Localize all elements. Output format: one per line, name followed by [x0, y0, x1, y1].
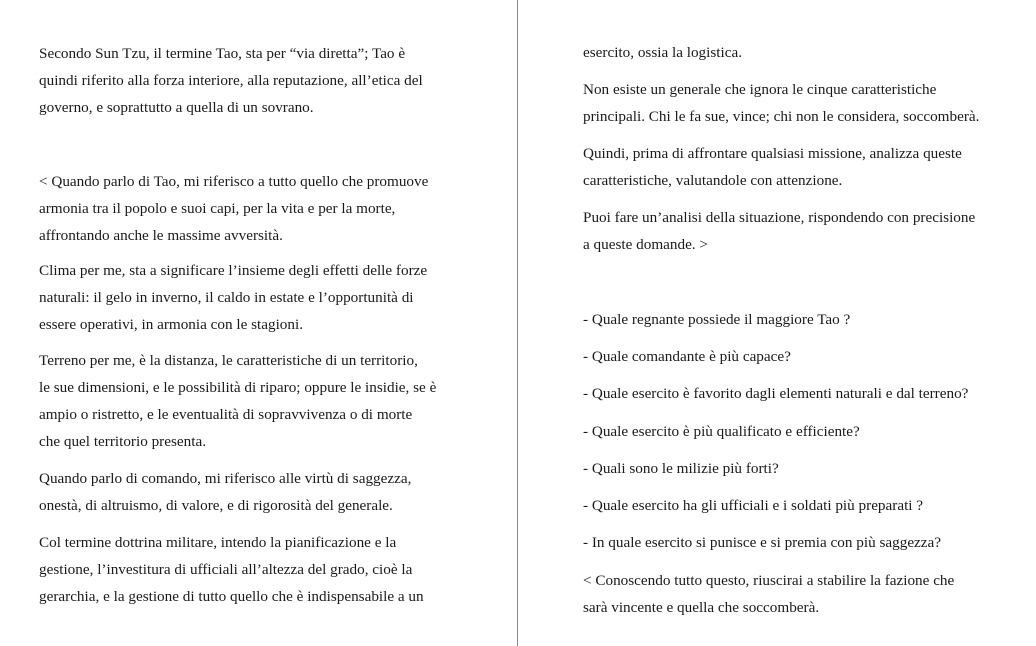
text-line: le sue dimensioni, e le possibilità di riparo; oppure le insidie, se è — [39, 379, 437, 396]
text-line: affrontando anche le massime avversità. — [39, 227, 283, 244]
text-line: principali. Chi le fa sue, vince; chi non le considera, soccomberà. — [583, 108, 980, 125]
text-line: gerarchia, e la gestione di tutto quello che è indispensabile a un — [39, 588, 424, 605]
text-line: < Quando parlo di Tao, mi riferisco a tutto quello che promuove — [39, 173, 429, 190]
text-line: naturali: il gelo in inverno, il caldo in estate e l’opportunità di — [39, 289, 414, 306]
text-line: quindi riferito alla forza interiore, alla reputazione, all’etica del — [39, 72, 423, 89]
text-line: ampio o ristretto, e le eventualità di sopravvivenza o di morte — [39, 406, 413, 423]
text-line: Quando parlo di comando, mi riferisco alle virtù di saggezza, — [39, 470, 412, 487]
paragraph-comando — [39, 465, 411, 519]
text-line: onestà, di altruismo, di valore, e di rigorosità del generale. — [39, 497, 393, 514]
question-item — [583, 380, 968, 407]
paragraph-tao-quote — [39, 168, 428, 249]
paragraph-logistica — [583, 39, 742, 66]
text-line: Terreno per me, è la distanza, le caratteristiche di un territorio, — [39, 352, 418, 369]
text-line: Col termine dottrina militare, intendo la pianificazione e la — [39, 534, 397, 551]
text-line: - Quale regnante possiede il maggiore Tao ? — [583, 311, 851, 328]
text-line: Quindi, prima di affrontare qualsiasi missione, analizza queste — [583, 145, 962, 162]
text-line: Non esiste un generale che ignora le cinque caratteristiche — [583, 81, 937, 98]
text-line: - In quale esercito si punisce e si premia con più saggezza? — [583, 534, 942, 551]
text-line: a queste domande. > — [583, 236, 708, 253]
question-item — [583, 492, 923, 519]
paragraph-domande-intro — [583, 204, 975, 258]
text-line: essere operativi, in armonia con le stagioni. — [39, 316, 304, 333]
question-item — [583, 306, 850, 333]
text-line: governo, e soprattutto a quella di un sovrano. — [39, 99, 314, 116]
text-line: < Conoscendo tutto questo, riuscirai a stabilire la fazione che — [583, 572, 955, 589]
text-line: sarà vincente e quella che soccomberà. — [583, 599, 820, 616]
paragraph-conclusione — [583, 567, 954, 621]
page-divider — [517, 0, 518, 646]
text-line: che quel territorio presenta. — [39, 433, 206, 450]
text-line: - Quali sono le milizie più forti? — [583, 460, 779, 477]
text-line: armonia tra il popolo e suoi capi, per la vita e per la morte, — [39, 200, 396, 217]
text-line: Secondo Sun Tzu, il termine Tao, sta per “via diretta”; Tao è — [39, 45, 406, 62]
paragraph-terreno — [39, 347, 436, 455]
text-line: - Quale esercito è favorito dagli elementi naturali e dal terreno? — [583, 385, 969, 402]
text-line: - Quale comandante è più capace? — [583, 348, 791, 365]
right-page — [519, 0, 1036, 646]
text-line: Clima per me, sta a significare l’insieme degli effetti delle forze — [39, 262, 428, 279]
question-item — [583, 343, 791, 370]
text-line: esercito, ossia la logistica. — [583, 44, 743, 61]
text-line: Puoi fare un’analisi della situazione, rispondendo con precisione — [583, 209, 976, 226]
text-line: - Quale esercito è più qualificato e efficiente? — [583, 423, 860, 440]
paragraph-dottrina — [39, 529, 424, 610]
question-item — [583, 529, 941, 556]
text-line: - Quale esercito ha gli ufficiali e i soldati più preparati ? — [583, 497, 924, 514]
text-line: caratteristiche, valutandole con attenzione. — [583, 172, 843, 189]
paragraph-tao-definition — [39, 40, 423, 121]
paragraph-analizza — [583, 140, 962, 194]
paragraph-clima — [39, 257, 427, 338]
text-line: gestione, l’investitura di ufficiali all’altezza del grado, cioè la — [39, 561, 413, 578]
paragraph-cinque-caratteristiche — [583, 76, 979, 130]
question-item — [583, 455, 779, 482]
question-item — [583, 418, 860, 445]
